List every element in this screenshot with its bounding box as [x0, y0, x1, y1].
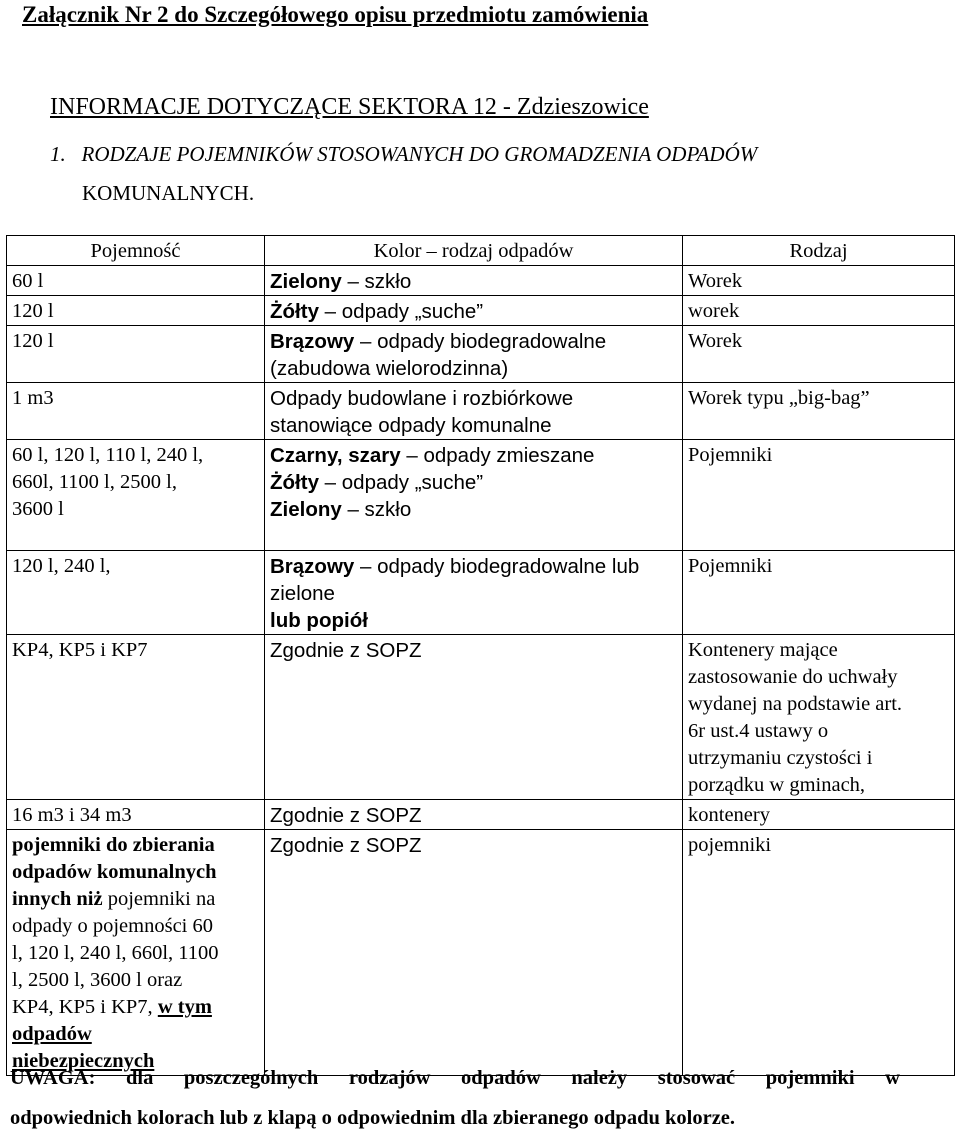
- waste-type: – odpady „suche”: [318, 300, 484, 323]
- note-word: należy: [571, 1067, 628, 1089]
- cell-type: Worek: [683, 326, 955, 383]
- cell-capacity: 1 m3: [7, 383, 265, 440]
- cell-type: kontenery: [683, 800, 955, 830]
- cell-color: [265, 326, 683, 383]
- table-header-row: [7, 236, 955, 266]
- note-word: pojemniki: [765, 1067, 855, 1089]
- type-line: utrzymaniu czystości i: [688, 747, 873, 769]
- cell-type: Worek typu „big-bag”: [683, 383, 955, 440]
- capacity-line: 660l, 1100 l, 2500 l,: [12, 471, 177, 493]
- cell-type: worek: [683, 296, 955, 326]
- cell-color: [265, 266, 683, 296]
- capacity-emphasis: w tym: [157, 996, 212, 1018]
- note-word: rodzajów: [348, 1067, 431, 1089]
- capacity-text: KP4, KP5 i KP7,: [12, 996, 153, 1018]
- color-name: Zielony: [270, 498, 342, 521]
- note-word: stosować: [657, 1067, 736, 1089]
- cell-capacity: 120 l: [7, 326, 265, 383]
- cell-color: [265, 551, 683, 635]
- cell-color: [265, 296, 683, 326]
- header-capacity: Pojemność: [7, 236, 265, 266]
- type-line: wydanej na podstawie art.: [688, 693, 903, 715]
- color-name: Brązowy: [270, 555, 355, 578]
- color-line: [270, 469, 677, 496]
- color-name: Żółty: [270, 471, 319, 494]
- color-line: [270, 496, 677, 523]
- header-type: Rodzaj: [683, 236, 955, 266]
- waste-type: – odpady biodegradowalne: [354, 330, 607, 353]
- cell-color: Zgodnie z SOPZ: [265, 830, 683, 1076]
- capacity-line: l, 120 l, 240 l, 660l, 1100: [12, 942, 219, 964]
- color-name: Zielony: [270, 270, 342, 293]
- cell-type: [683, 635, 955, 800]
- note-line2: odpowiednich kolorach lub z klapą o odpowiednim dla zbieranego odpadu kolorze.: [10, 1107, 736, 1129]
- cell-color: Zgodnie z SOPZ: [265, 635, 683, 800]
- cell-type: Pojemniki: [683, 440, 955, 551]
- document-title: Załącznik Nr 2 do Szczegółowego opisu przedmiotu zamówienia: [22, 2, 649, 27]
- color-name: Brązowy: [270, 330, 355, 353]
- capacity-bold: innych niż: [12, 888, 103, 910]
- waste-type: Odpady budowlane i rozbiórkowe: [270, 387, 574, 410]
- type-line: 6r ust.4 ustawy o: [688, 720, 829, 742]
- table-row: [7, 383, 955, 440]
- table-row: [7, 830, 955, 1076]
- capacity-line: odpadów: [12, 1023, 92, 1045]
- cell-type: Worek: [683, 266, 955, 296]
- capacity-line: [12, 886, 259, 913]
- cell-capacity: 60 l: [7, 266, 265, 296]
- cell-type: pojemniki: [683, 830, 955, 1076]
- cell-capacity: KP4, KP5 i KP7: [7, 635, 265, 800]
- color-name: Czarny, szary: [270, 444, 401, 467]
- cell-color: Zgodnie z SOPZ: [265, 800, 683, 830]
- cell-color: [265, 440, 683, 551]
- waste-type: – odpady biodegradowalne lub: [354, 555, 640, 578]
- note-line1: [10, 1058, 900, 1098]
- capacity-text: pojemniki na: [102, 888, 216, 910]
- waste-type-note: (zabudowa wielorodzinna): [270, 357, 509, 380]
- capacity-line: niebezpiecznych: [12, 1050, 155, 1072]
- sector-heading: INFORMACJE DOTYCZĄCE SEKTORA 12 - Zdzieszowice: [50, 94, 649, 120]
- header-color: Kolor – rodzaj odpadów: [265, 236, 683, 266]
- waste-type-note: stanowiące odpady komunalne: [270, 414, 552, 437]
- capacity-line: 3600 l: [12, 498, 64, 520]
- table-row: [7, 635, 955, 800]
- table-row: [7, 266, 955, 296]
- capacity-line: 60 l, 120 l, 110 l, 240 l,: [12, 444, 204, 466]
- table-row: [7, 296, 955, 326]
- color-name: Żółty: [270, 300, 319, 323]
- section-heading: [50, 142, 757, 167]
- type-line: zastosowanie do uchwały: [688, 666, 898, 688]
- waste-type: – odpady „suche”: [318, 471, 484, 494]
- capacity-line: [12, 994, 259, 1021]
- table-row: [7, 440, 955, 551]
- cell-capacity: 120 l: [7, 296, 265, 326]
- containers-table: [6, 235, 955, 1076]
- waste-type: – szkło: [341, 498, 412, 521]
- cell-capacity: 16 m3 i 34 m3: [7, 800, 265, 830]
- note-word: UWAGA:: [10, 1067, 96, 1089]
- capacity-line: l, 2500 l, 3600 l oraz: [12, 969, 183, 991]
- color-line: [270, 442, 677, 469]
- note-word: dla: [125, 1067, 154, 1089]
- cell-capacity: [7, 440, 265, 551]
- section-number: 1.: [50, 142, 66, 166]
- waste-type: – szkło: [341, 270, 412, 293]
- table-row: [7, 326, 955, 383]
- waste-type-line: zielone: [270, 582, 335, 605]
- table-row: [7, 800, 955, 830]
- type-line: Kontenery mające: [688, 639, 838, 661]
- note-word: w: [885, 1067, 900, 1089]
- capacity-line: odpady o pojemności 60: [12, 915, 213, 937]
- cell-capacity: 120 l, 240 l,: [7, 551, 265, 635]
- cell-color: [265, 383, 683, 440]
- cell-capacity: [7, 830, 265, 1076]
- capacity-line: odpadów komunalnych: [12, 861, 217, 883]
- section-title-line1: RODZAJE POJEMNIKÓW STOSOWANYCH DO GROMADZENIA ODPADÓW: [81, 142, 758, 166]
- note-word: poszczególnych: [183, 1067, 319, 1089]
- cell-type: Pojemniki: [683, 551, 955, 635]
- section-title-line2: KOMUNALNYCH.: [82, 181, 255, 205]
- waste-type: – odpady zmieszane: [400, 444, 595, 467]
- type-line: porządku w gminach,: [688, 774, 866, 796]
- note-word: odpadów: [461, 1067, 541, 1089]
- table-row: [7, 551, 955, 635]
- waste-type-line: lub popiół: [270, 609, 368, 632]
- capacity-line: pojemniki do zbierania: [12, 834, 215, 856]
- note: [10, 1058, 900, 1138]
